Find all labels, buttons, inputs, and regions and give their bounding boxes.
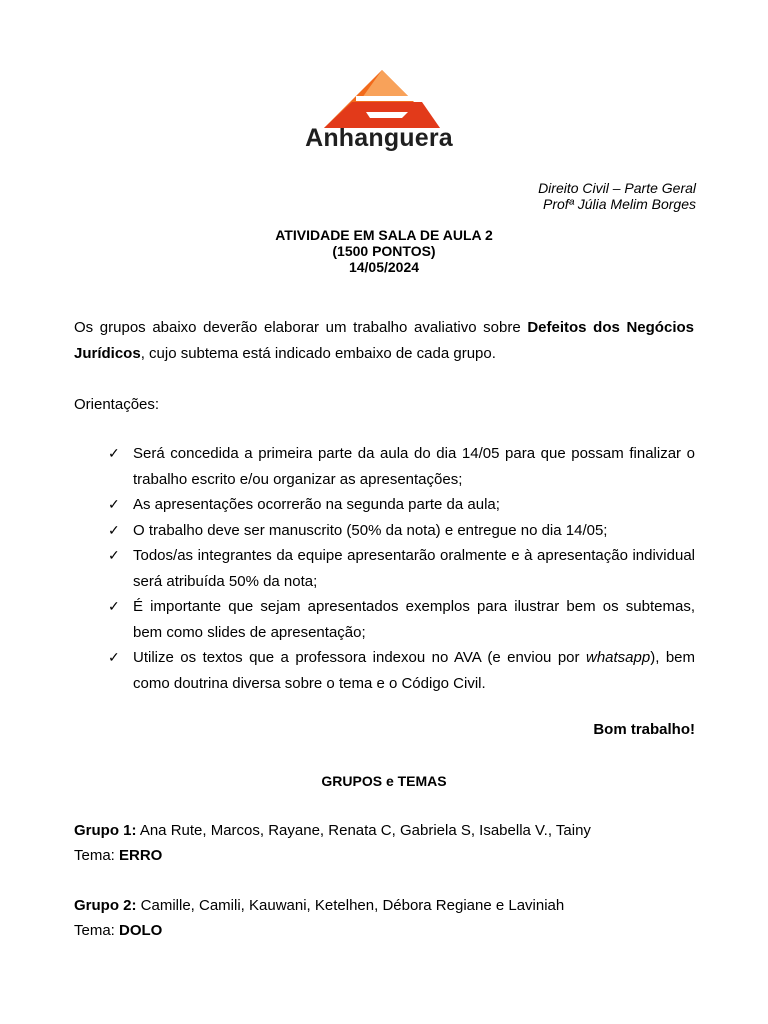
group-1-members-line <box>74 818 694 843</box>
professor-name: Profª Júlia Melim Borges <box>542 196 696 212</box>
orientations-list <box>108 441 695 696</box>
closing-remark: Bom trabalho! <box>593 721 695 738</box>
theme-label: Tema: <box>74 847 120 864</box>
group-2-theme: DOLO <box>119 922 163 939</box>
intro-text-after: , cujo subtema está indicado embaixo de cada grupo. <box>140 345 496 362</box>
logo-triangle-icon <box>322 68 442 130</box>
title-line-2: (1500 PONTOS) <box>332 243 436 259</box>
course-name: Direito Civil – Parte Geral <box>538 180 696 196</box>
list-item <box>108 543 695 594</box>
checkmark-icon: ✓ <box>108 649 120 665</box>
checkmark-icon: ✓ <box>108 445 120 461</box>
checkmark-icon: ✓ <box>108 496 120 512</box>
list-item-text: Todos/as integrantes da equipe apresentarão oralmente e à apresentação individual será atribuída 50% da nota; <box>133 547 695 590</box>
theme-label: Tema: <box>74 922 120 939</box>
intro-text-before: Os grupos abaixo deverão elaborar um trabalho avaliativo sobre <box>74 319 528 336</box>
group-1-block <box>74 818 694 868</box>
group-1-members: Ana Rute, Marcos, Rayane, Renata C, Gabriela S, Isabella V., Tainy <box>136 822 591 839</box>
list-item <box>108 441 695 492</box>
orientations-label: Orientações: <box>74 396 160 413</box>
whatsapp-term: whatsapp <box>585 649 651 666</box>
checkmark-icon: ✓ <box>108 598 120 614</box>
list-item <box>108 518 695 544</box>
list-item <box>108 645 695 696</box>
anhanguera-logo <box>278 68 480 160</box>
group-1-label: Grupo 1: <box>74 822 137 839</box>
list-item-text: Será concedida a primeira parte da aula do dia 14/05 para que possam finalizar o trabalho escrito e/ou organizar as apresentações; <box>133 445 695 488</box>
list-item <box>108 492 695 518</box>
checkmark-icon: ✓ <box>108 521 120 538</box>
group-2-block <box>74 893 694 943</box>
group-1-theme-line <box>74 843 694 868</box>
group-2-members: Camille, Camili, Kauwani, Ketelhen, Débora Regiane e Laviniah <box>136 897 565 914</box>
groups-heading: GRUPOS e TEMAS <box>321 773 447 789</box>
intro-topic: Defeitos dos Negócios Jurídicos <box>74 319 694 362</box>
group-1-theme: ERRO <box>119 847 163 864</box>
logo-wordmark: Anhanguera <box>305 124 453 152</box>
list-item-text-after: ), bem como doutrina diversa sobre o tema e o Código Civil. <box>133 649 696 692</box>
course-header <box>538 180 696 212</box>
group-2-label: Grupo 2: <box>74 897 137 914</box>
activity-title <box>0 227 768 275</box>
group-2-theme-line <box>74 918 694 943</box>
list-item <box>108 594 695 645</box>
title-date: 14/05/2024 <box>348 259 420 275</box>
list-item-text: As apresentações ocorrerão na segunda parte da aula; <box>133 496 500 513</box>
list-item-text: É importante que sejam apresentados exemplos para ilustrar bem os subtemas, bem como slides de apresentação; <box>133 598 695 641</box>
group-2-members-line <box>74 893 694 918</box>
list-item-text-before: Utilize os textos que a professora indexou no AVA (e enviou por <box>133 649 586 666</box>
title-line-1: ATIVIDADE EM SALA DE AULA 2 <box>275 227 493 243</box>
list-item-text: O trabalho deve ser manuscrito (50% da nota) e entregue no dia 14/05; <box>133 521 608 539</box>
checkmark-icon: ✓ <box>108 547 120 563</box>
intro-paragraph <box>74 315 694 367</box>
